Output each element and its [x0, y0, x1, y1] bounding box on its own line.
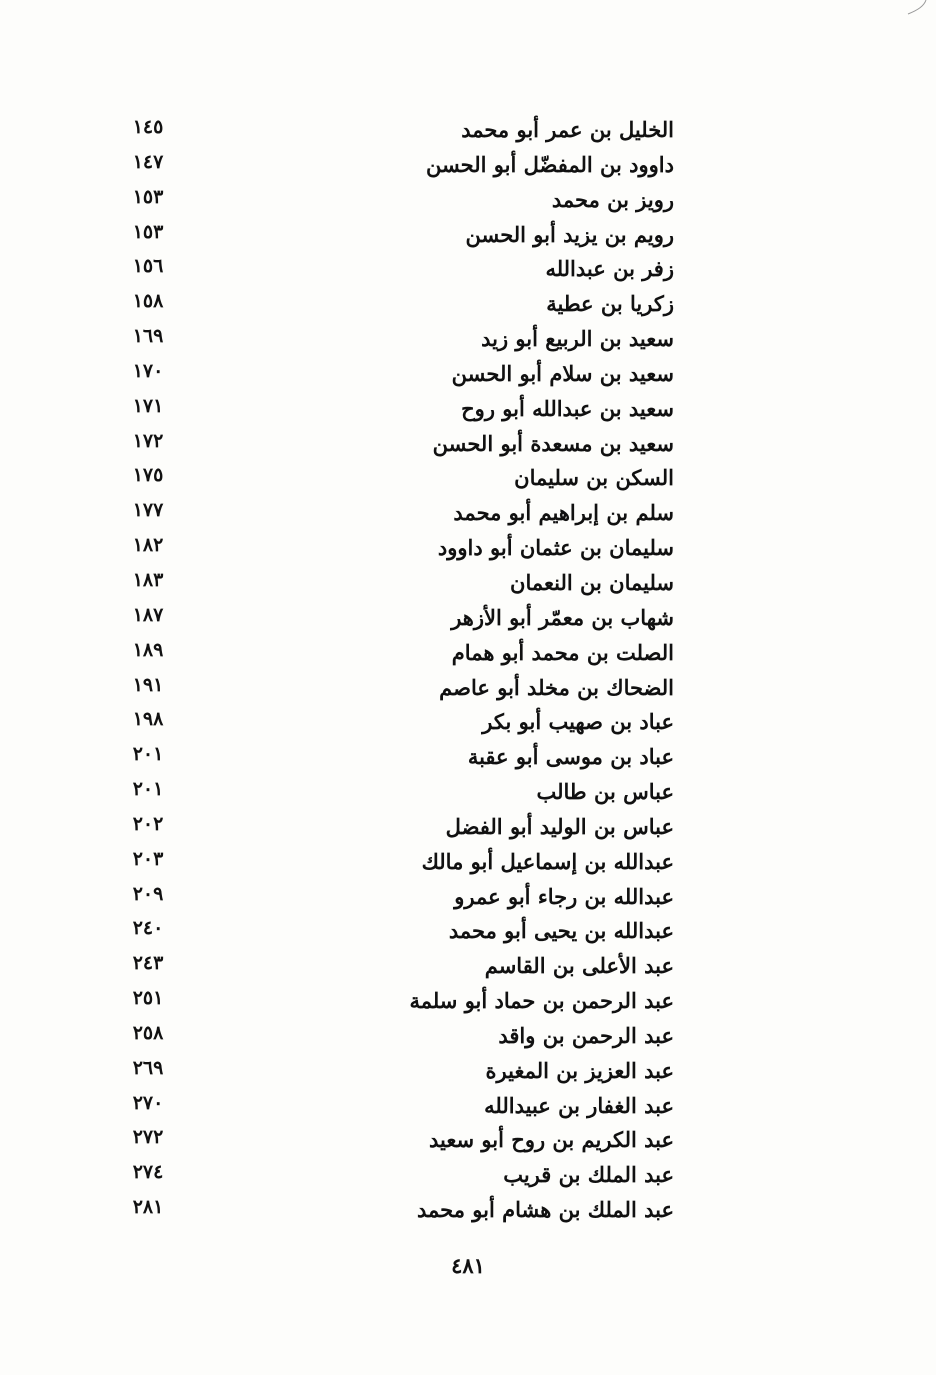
index-entry: [0, 635, 936, 670]
index-entry: [0, 182, 936, 217]
index-entry: [0, 1157, 936, 1192]
index-entry: [0, 147, 936, 182]
index-entry: [0, 1088, 936, 1123]
entry-name: سليمان بن النعمان: [510, 569, 674, 595]
index-entry: [0, 983, 936, 1018]
index-entry: [0, 391, 936, 426]
index-entry: [0, 670, 936, 705]
entry-name: عبد الأعلى بن القاسم: [484, 953, 674, 979]
entry-page-number: ٢٤٣: [132, 952, 164, 975]
entry-name: عبد العزيز بن المغيرة: [485, 1057, 674, 1083]
entry-page-number: ٢٠١: [132, 778, 164, 801]
entry-name: رويز بن محمد: [551, 186, 674, 212]
entry-page-number: ١٧٢: [132, 429, 164, 452]
entry-page-number: ١٥٨: [132, 290, 164, 313]
entry-page-number: ١٩٨: [132, 708, 164, 731]
entry-page-number: ١٨٩: [132, 638, 164, 661]
index-entry: [0, 251, 936, 286]
entry-page-number: ٢٠٣: [132, 847, 164, 870]
entry-name: الضحاك بن مخلد أبو عاصم: [439, 674, 674, 700]
entry-page-number: ٢٦٩: [132, 1056, 164, 1079]
entry-name: سلم بن إبراهيم أبو محمد: [453, 500, 674, 526]
entry-name: رويم بن يزيد أبو الحسن: [465, 221, 674, 247]
index-entry: [0, 495, 936, 530]
entry-name: عباد بن موسى أبو عقبة: [467, 744, 674, 770]
entry-name: سعيد بن الربيع أبو زيد: [481, 326, 674, 352]
entry-page-number: ١٤٧: [132, 150, 164, 173]
entry-page-number: ١٩١: [132, 673, 164, 696]
entry-name: سعيد بن عبدالله أبو روح: [461, 395, 674, 421]
entry-page-number: ١٥٦: [132, 255, 164, 278]
entry-page-number: ١٧١: [132, 394, 164, 417]
index-entry: [0, 1192, 936, 1227]
entry-name: عباد بن صهيب أبو بكر: [482, 709, 674, 735]
entry-name: سليمان بن عثمان أبو داوود: [437, 535, 674, 561]
index-entry: [0, 1018, 936, 1053]
entry-name: الخليل بن عمر أبو محمد: [461, 117, 674, 142]
entry-name: عبد الملك بن قريب: [503, 1162, 674, 1188]
index-entry: [0, 913, 936, 948]
index-list: [0, 112, 936, 1227]
entry-page-number: ٢٤٠: [132, 917, 164, 940]
entry-page-number: ١٧٧: [132, 499, 164, 522]
index-entry: [0, 739, 936, 774]
index-entry: [0, 704, 936, 739]
entry-page-number: ١٧٠: [132, 359, 164, 382]
entry-page-number: ٢٧٢: [132, 1126, 164, 1149]
entry-page-number: ٢٨١: [132, 1196, 164, 1219]
entry-name: داوود بن المفضّل أبو الحسن: [425, 151, 674, 177]
entry-page-number: ٢٧٤: [132, 1161, 164, 1184]
index-entry: [0, 809, 936, 844]
entry-name: عبدالله بن يحيى أبو محمد: [448, 918, 674, 944]
index-entry: [0, 600, 936, 635]
entry-page-number: ١٨٧: [132, 603, 164, 626]
index-entry: [0, 1053, 936, 1088]
index-entry: [0, 460, 936, 495]
index-entry: [0, 530, 936, 565]
index-entry: [0, 217, 936, 252]
entry-page-number: ١٦٩: [132, 325, 164, 348]
entry-name: عباس بن الوليد أبو الفضل: [445, 813, 674, 839]
entry-name: السكن بن سليمان: [514, 465, 674, 491]
index-entry: [0, 112, 936, 147]
index-entry: [0, 948, 936, 983]
entry-name: عباس بن طالب: [536, 779, 674, 805]
index-entry: [0, 565, 936, 600]
entry-name: عبد الملك بن هشام أبو محمد: [416, 1197, 674, 1223]
index-entry: [0, 774, 936, 809]
entry-name: زفر بن عبدالله: [545, 256, 674, 282]
entry-name: سعيد بن سلام أبو الحسن: [451, 360, 674, 386]
index-entry: [0, 286, 936, 321]
entry-name: عبدالله بن إسماعيل أبو مالك: [421, 848, 674, 874]
entry-page-number: ١٥٣: [132, 220, 164, 243]
entry-name: شهاب بن معمّر أبو الأزهر: [451, 604, 674, 630]
index-entry: [0, 844, 936, 879]
entry-page-number: ١٨٢: [132, 534, 164, 557]
entry-page-number: ٢٧٠: [132, 1091, 164, 1114]
entry-page-number: ٢٥٨: [132, 1021, 164, 1044]
entry-page-number: ٢٠٢: [132, 812, 164, 835]
page-corner-mark: [904, 0, 928, 16]
entry-name: عبد الرحمن بن حماد أبو سلمة: [409, 988, 674, 1014]
entry-name: زكريا بن عطية: [546, 291, 674, 317]
page-number: ٤٨١: [451, 1253, 485, 1278]
index-entry: [0, 356, 936, 391]
entry-page-number: ١٧٥: [132, 464, 164, 487]
index-entry: [0, 321, 936, 356]
index-entry: [0, 1122, 936, 1157]
entry-name: عبد الكريم بن روح أبو سعيد: [429, 1127, 674, 1153]
index-entry: [0, 879, 936, 914]
index-entry: [0, 426, 936, 461]
entry-page-number: ١٨٣: [132, 568, 164, 591]
entry-name: سعيد بن مسعدة أبو الحسن: [432, 430, 674, 456]
entry-page-number: ٢٠١: [132, 743, 164, 766]
entry-page-number: ٢٠٩: [132, 882, 164, 905]
entry-page-number: ١٥٣: [132, 185, 164, 208]
entry-name: عبد الغفار بن عبيدالله: [484, 1092, 674, 1118]
entry-page-number: ١٤٥: [132, 116, 164, 138]
entry-name: عبدالله بن رجاء أبو عمرو: [454, 883, 674, 909]
entry-page-number: ٢٥١: [132, 987, 164, 1010]
entry-name: عبد الرحمن بن واقد: [498, 1022, 674, 1048]
entry-name: الصلت بن محمد أبو همام: [451, 639, 674, 665]
